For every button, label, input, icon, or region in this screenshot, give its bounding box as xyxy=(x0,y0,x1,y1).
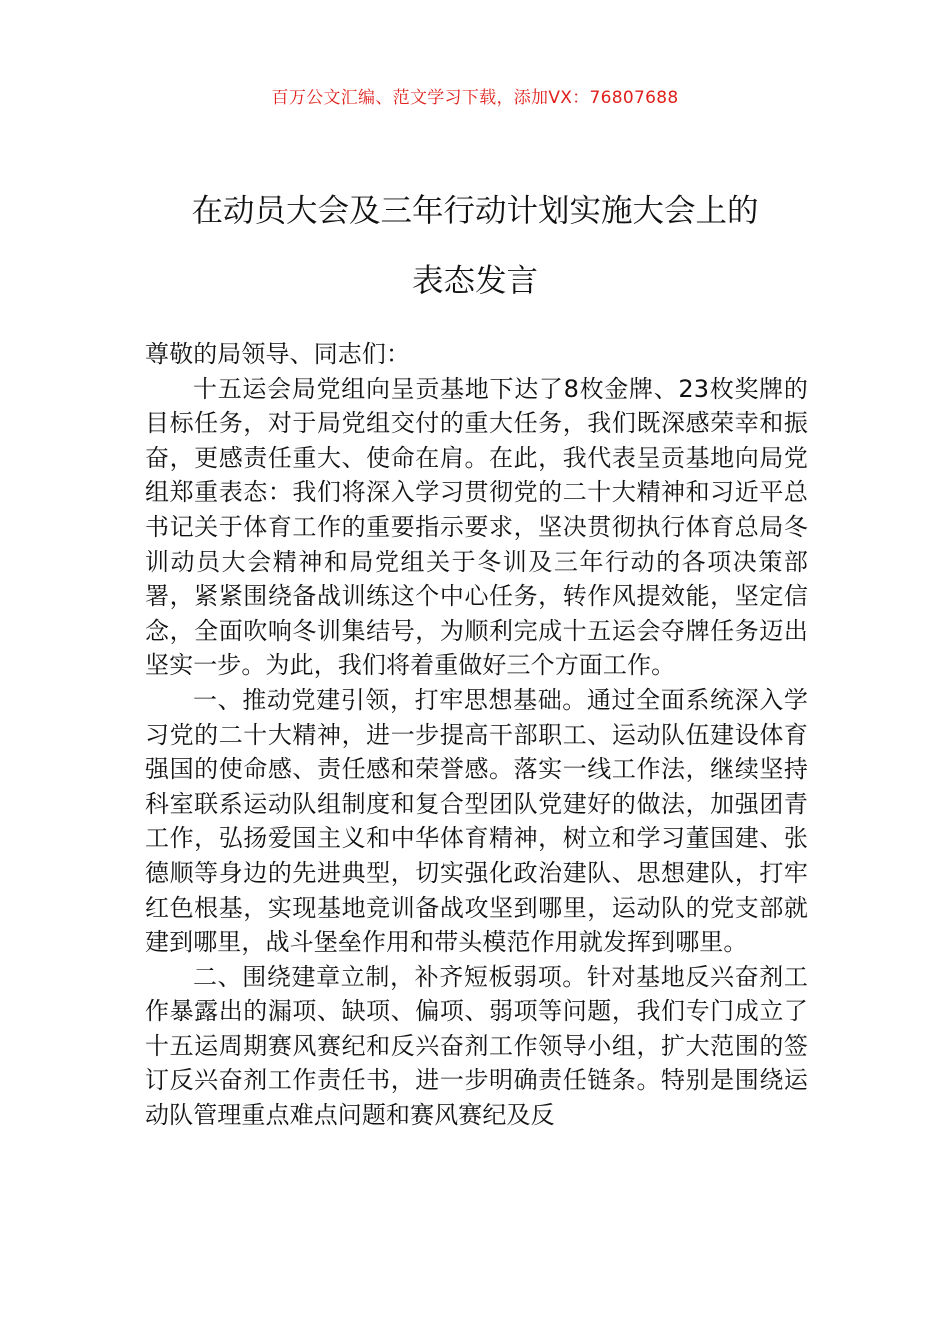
paragraph-regulations: 二、围绕建章立制，补齐短板弱项。针对基地反兴奋剂工作暴露出的漏项、缺项、偏项、弱项等问题，我们专门成立了十五运周期赛风赛纪和反兴奋剂工作领导小组，扩大范围的签订反兴奋剂工作责任书，进一步明确责任链条。特别是围绕运动队管理重点难点问题和赛风赛纪及反 xyxy=(145,962,808,1130)
title-line-2: 表态发言 xyxy=(411,263,538,299)
paragraph-party-building: 一、推动党建引领，打牢思想基础。通过全面系统深入学习党的二十大精神，进一步提高干部职工、运动队伍建设体育强国的使命感、责任感和荣誉感。落实一线工作法，继续坚持科室联系运动队组制度和复合型团队党建好的做法，加强团青工作，弘扬爱国主义和中华体育精神，树立和学习董国建、张德顺等身边的先进典型，切实强化政治建队、思想建队，打牢红色根基，实现基地竞训备战攻坚到哪里，运动队的党支部就建到哪里，战斗堡垒作用和带头模范作用就发挥到哪里。 xyxy=(145,685,808,957)
salutation: 尊敬的局领导、同志们： xyxy=(145,340,411,368)
document-body xyxy=(145,337,808,1133)
paragraph-intro: 十五运会局党组向呈贡基地下达了8枚金牌、23枚奖牌的目标任务，对于局党组交付的重大任务，我们既深感荣幸和振奋，更感责任重大、使命在肩。在此，我代表呈贡基地向局党组郑重表态：我们将深入学习贯彻党的二十大精神和习近平总书记关于体育工作的重要指示要求，坚决贯彻执行体育总局冬训动员大会精神和局党组关于冬训及三年行动的各项决策部署，紧紧围绕备战训练这个中心任务，转作风提效能，坚定信念，全面吹响冬训集结号，为顺利完成十五运会夺牌任务迈出坚实一步。为此，我们将着重做好三个方面工作。 xyxy=(145,374,808,680)
title-line-1: 在动员大会及三年行动计划实施大会上的 xyxy=(191,193,759,229)
header-watermark-note: 百万公文汇编、范文学习下载，添加VX：76807688 xyxy=(271,88,679,108)
document-title xyxy=(100,176,850,316)
